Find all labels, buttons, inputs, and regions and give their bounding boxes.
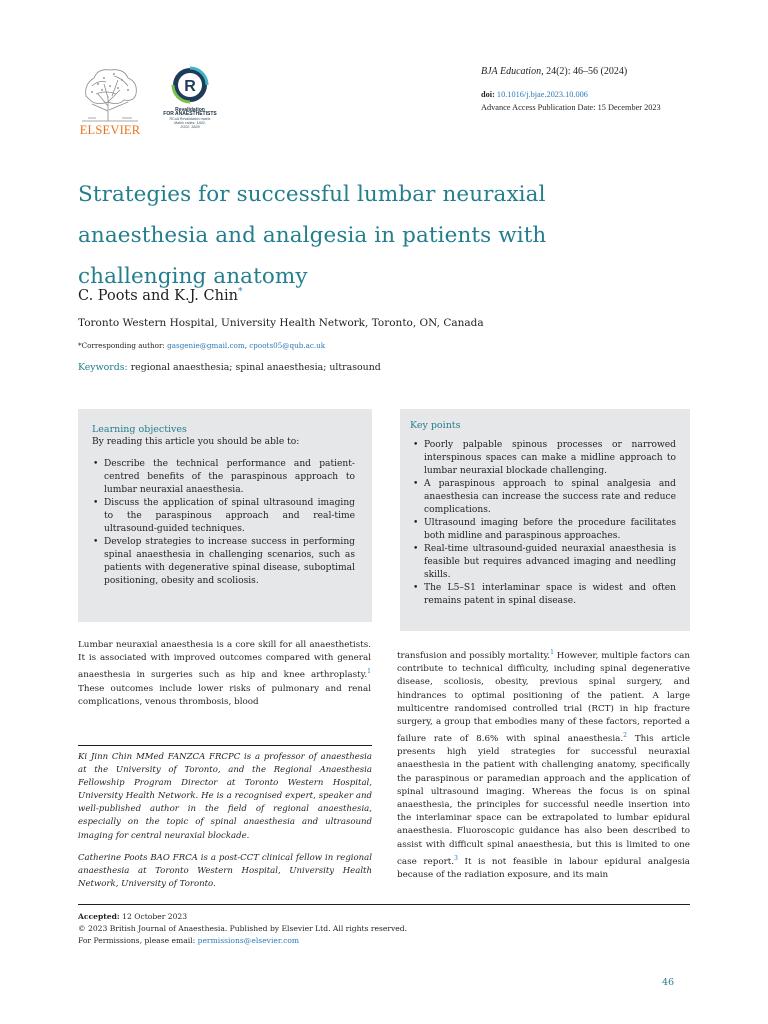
- body-right-paragraph: [397, 646, 690, 882]
- permissions-label: For Permissions, please email:: [78, 936, 196, 946]
- list-item: • Poorly palpable spinous processes or narrowed interspinous spaces can make a midline approach to lumbar neuraxial blockade challenging.: [412, 439, 676, 478]
- article-title: Strategies for successful lumbar neuraxial anaesthesia and analgesia in patients with challenging anatomy: [78, 182, 547, 289]
- article-authors: [78, 287, 242, 304]
- corresponding-label: *Corresponding author:: [78, 341, 165, 350]
- doi-line: [481, 90, 588, 99]
- accepted-label: Accepted:: [78, 912, 120, 921]
- revalidation-line3: RCoA Revalidation matrix: [169, 116, 211, 121]
- corresponding-author: [78, 341, 325, 350]
- bio-poots: [78, 852, 372, 891]
- page-number: 46: [662, 977, 675, 988]
- learning-objectives-intro: By reading this article you should be able to:: [92, 437, 300, 447]
- bio-chin: [78, 751, 372, 843]
- advance-access-date: Advance Access Publication Date: 15 December 2023: [481, 103, 661, 112]
- email-separator: ,: [244, 341, 247, 350]
- reference-2[interactable]: 2: [623, 732, 627, 740]
- email-link-1[interactable]: gasgenie@gmail.com: [167, 341, 245, 350]
- bio-chin-name: Ki Jinn Chin MMed FANZCA FRCPC: [78, 752, 241, 762]
- doi-label: doi:: [481, 90, 495, 99]
- body-text: transfusion and possibly mortality.: [397, 650, 551, 661]
- journal-name: BJA Education: [481, 66, 542, 77]
- revalidation-line1: Revalidation: [175, 107, 205, 113]
- revalidation-line4: Matrix codes: 1A02,: [174, 120, 206, 125]
- bio-poots-text: is a post-CCT clinical fellow in regional anaesthesia at Toronto Western Hospital, University Health Network, University of Toronto.: [78, 853, 372, 890]
- author-names: C. Poots and K.J. Chin: [78, 287, 238, 304]
- list-item: • Develop strategies to increase success in performing spinal anaesthesia in challenging scenarios, such as patients with degenerative spinal disease, suboptimal positioning, obesity and scoliosis.: [92, 536, 355, 588]
- list-item: • Discuss the application of spinal ultrasound imaging to the paraspinous approach and real-time ultrasound-guided techniques.: [92, 497, 355, 536]
- journal-volume: , 24(2): 46–56 (2024): [541, 66, 628, 77]
- permissions-line: [78, 935, 690, 947]
- reference-1[interactable]: 1: [367, 668, 371, 676]
- list-item: • A paraspinous approach to spinal analgesia and anaesthesia can increase the success rate and reduce complications.: [412, 478, 676, 517]
- bio-divider: [78, 745, 372, 746]
- reference-3[interactable]: 3: [454, 854, 458, 862]
- revalidation-line2: FOR ANAESTHETISTS: [163, 111, 217, 118]
- article-footer: [78, 911, 690, 948]
- body-text: However, multiple factors can contribute to technical difficulty, including spinal degenerative disease, scoliosis, obesity, previous spinal surgery, and hindrances to optimal positioning of the patient. A large multicentre randomised controlled trial (RCT) in hip fracture surgery, a group that embodies many of these factors, reported a failure rate of 8.6% with spinal anaesthesia.: [397, 650, 690, 745]
- corresponding-marker[interactable]: *: [237, 287, 243, 297]
- keywords-list: regional anaesthesia; spinal anaesthesia; ultrasound: [130, 362, 381, 373]
- accepted-date: 12 October 2023: [122, 912, 188, 921]
- body-text: These outcomes include lower risks of pulmonary and renal complications, venous thrombosis, blood: [78, 683, 371, 707]
- body-text: It is not feasible in labour epidural analgesia because of the radiation exposure, and its main: [397, 856, 691, 880]
- accepted-line: [78, 911, 690, 923]
- learning-objectives-box: [78, 409, 372, 622]
- revalidation-logo: [165, 66, 215, 146]
- email-link-2[interactable]: cpoots05@qub.ac.uk: [249, 341, 326, 350]
- body-text: Lumbar neuraxial anaesthesia is a core skill for all anaesthetists. It is associated with improved outcomes compared with general anaesthesia in surgeries such as hip and knee arthroplasty.: [78, 640, 371, 681]
- learning-objectives-list: [92, 458, 355, 588]
- key-points-box: [400, 409, 690, 631]
- key-points-list: [412, 439, 676, 608]
- revalidation-letter: R: [184, 78, 196, 95]
- learning-objectives-heading: Learning objectives: [92, 424, 187, 435]
- author-affiliation: Toronto Western Hospital, University Health Network, Toronto, ON, Canada: [78, 317, 484, 329]
- bio-poots-name: Catherine Poots BAO FRCA: [78, 853, 198, 863]
- bio-chin-text: is a professor of anaesthesia at the University of Toronto, and the Regional Anaesthesia Fellowship Program Director at Toronto Western Hospital, University Health Network. He is a recognised expert, speaker and well-published author in the field of regional anaesthesia, especially on the topic of spinal anaesthesia and ultrasound imaging for central neuraxial blockade.: [78, 752, 373, 841]
- revalidation-caption: [160, 108, 220, 129]
- copyright-line: © 2023 British Journal of Anaesthesia. Published by Elsevier Ltd. All rights reserved.: [78, 924, 408, 934]
- body-text: This article presents high yield strategies for successful neuraxial anaesthesia in the patient with challenging anatomy, specifically the paraspinous or paramedian approach and the application of spinal ultrasound imaging. Whereas the focus is on spinal anaesthesia, the principles for successful needle insertion into the interlaminar space can be extrapolated to lumbar epidural anaesthesia. Fluoroscopic guidance has also been described to assist with difficult spinal anaesthesia, but this is limited to one case report.: [397, 734, 691, 867]
- revalidation-line5: 2G02, 3A09: [180, 125, 200, 130]
- list-item: • The L5–S1 interlaminar space is widest and often remains patent in spinal disease.: [412, 582, 676, 608]
- body-left-paragraph: [78, 639, 371, 709]
- list-item: • Ultrasound imaging before the procedure facilitates both midline and paraspinous approaches.: [412, 517, 676, 543]
- list-item: • Describe the technical performance and patient-centred benefits of the paraspinous approach to lumbar neuraxial anaesthesia.: [92, 458, 355, 497]
- reference-1[interactable]: 1: [550, 649, 554, 656]
- journal-citation: [481, 66, 627, 77]
- keywords-label: Keywords:: [78, 362, 128, 373]
- permissions-email-link[interactable]: permissions@elsevier.com: [197, 936, 300, 946]
- elsevier-wordmark: ELSEVIER: [79, 123, 141, 137]
- footer-divider: [78, 904, 690, 905]
- list-item: • Real-time ultrasound-guided neuraxial anaesthesia is feasible but requires advanced imaging and needling skills.: [412, 543, 676, 582]
- key-points-heading: Key points: [410, 420, 461, 431]
- doi-link[interactable]: 10.1016/j.bjae.2023.10.006: [496, 90, 588, 99]
- keywords-line: [78, 362, 381, 373]
